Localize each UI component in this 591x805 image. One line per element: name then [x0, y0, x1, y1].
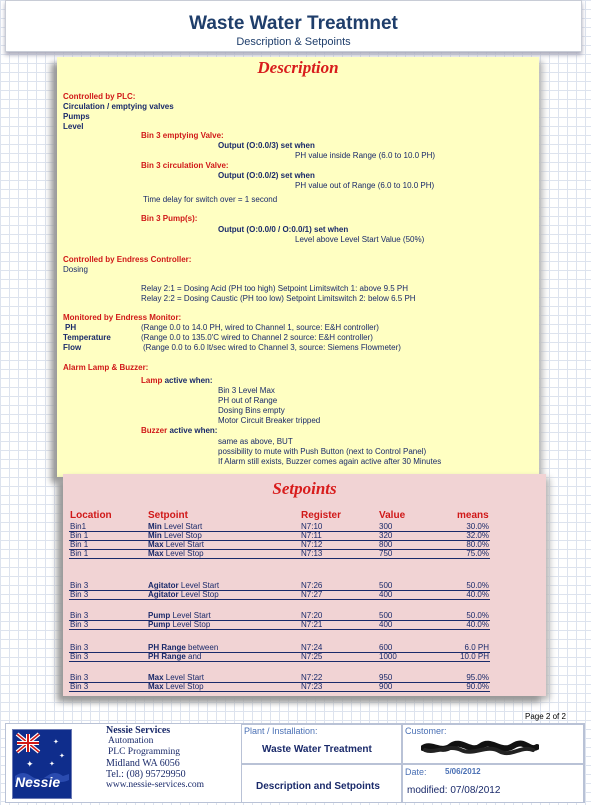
row-setpoint	[148, 522, 202, 531]
col-setpoint: Setpoint	[148, 510, 188, 521]
description-panel	[57, 57, 539, 477]
endress-heading: Controlled by Endress Controller:	[63, 255, 192, 264]
bin3-empty-valve-heading: Bin 3 emptying Valve:	[141, 131, 224, 140]
row-register: N7:25	[301, 652, 323, 661]
monitor-name: Flow	[63, 343, 82, 352]
row-setpoint-keyword: Agitator	[148, 590, 179, 599]
col-location: Location	[70, 510, 112, 521]
row-location: Bin1	[70, 522, 87, 531]
row-means: 40.0%	[466, 620, 489, 629]
row-value: 500	[379, 581, 393, 590]
row-setpoint	[148, 540, 204, 549]
row-means: 75.0%	[466, 549, 489, 558]
pump-condition: Level above Level Start Value (50%)	[295, 235, 425, 244]
row-setpoint-keyword: PH Range	[148, 643, 186, 652]
lamp-label: Lamp	[141, 376, 163, 385]
row-location: Bin 3	[70, 620, 89, 629]
company-info	[106, 725, 204, 791]
doc-title: Description and Setpoints	[256, 781, 380, 792]
row-setpoint-text: Level Stop	[178, 590, 219, 599]
row-means: 10.0 PH	[460, 652, 489, 661]
lamp-item: PH out of Range	[218, 396, 278, 405]
relay1-text: Relay 2:1 = Dosing Acid (PH too high) Setpoint Limitswitch 1: above 9.5 PH	[141, 284, 409, 293]
row-location: Bin 1	[70, 540, 89, 549]
plc-heading: Controlled by PLC:	[63, 92, 136, 101]
circ-condition: PH value out of Range (6.0 to 10.0 PH)	[295, 181, 435, 190]
row-value: 750	[379, 549, 393, 558]
nessie-logo	[12, 729, 72, 799]
row-setpoint-keyword: Max	[148, 549, 164, 558]
setpoints-panel	[63, 474, 546, 696]
company-website[interactable]: www.nessie-services.com	[106, 780, 205, 790]
row-value: 400	[379, 590, 393, 599]
setpoints-title: Setpoints	[272, 479, 337, 498]
row-setpoint-text: Level Start	[178, 581, 220, 590]
row-setpoint	[148, 590, 219, 599]
row-means: 90.0%	[466, 682, 489, 691]
row-means: 80.0%	[466, 540, 489, 549]
row-value: 900	[379, 682, 393, 691]
row-underline	[69, 599, 490, 600]
row-setpoint-keyword: Max	[148, 673, 164, 682]
row-setpoint-text: Level Start	[161, 522, 203, 531]
buzzer-item: possibility to mute with Push Button (next to Control Panel)	[218, 447, 427, 456]
bin3-pumps-heading: Bin 3 Pump(s):	[141, 214, 198, 223]
plant-value: Waste Water Treatment	[262, 744, 372, 755]
row-underline	[69, 691, 490, 692]
row-location: Bin 3	[70, 682, 89, 691]
row-value: 300	[379, 522, 393, 531]
row-means: 30.0%	[466, 522, 489, 531]
row-means: 50.0%	[466, 611, 489, 620]
row-setpoint-text: Level Start	[163, 540, 205, 549]
row-register: N7:20	[301, 611, 323, 620]
company-name: Nessie Services	[106, 725, 171, 736]
row-setpoint-keyword: PH Range	[148, 652, 186, 661]
page-number: Page 2 of 2	[525, 712, 566, 721]
setpoint-row	[63, 620, 546, 630]
pump-output: Output (O:0.0/0 / O:0.0/1) set when	[218, 225, 349, 234]
monitor-text: (Range 0.0 to 6.0 lt/sec wired to Channel 3, source: Siemens Flowmeter)	[143, 343, 401, 352]
row-setpoint-text: Level Stop	[170, 620, 211, 629]
row-register: N7:21	[301, 620, 323, 629]
monitor-name: PH	[65, 323, 77, 332]
plc-item: Circulation / emptying valves	[63, 102, 174, 111]
monitor-name: Temperature	[63, 333, 111, 342]
row-register: N7:22	[301, 673, 323, 682]
row-setpoint	[148, 682, 204, 691]
page-header	[5, 0, 582, 52]
col-register: Register	[301, 510, 342, 521]
row-value: 600	[379, 643, 393, 652]
company-line: PLC Programming	[108, 747, 181, 757]
row-setpoint-keyword: Pump	[148, 611, 171, 620]
row-register: N7:27	[301, 590, 323, 599]
buzzer-label: Buzzer	[141, 426, 168, 435]
row-means: 50.0%	[466, 581, 489, 590]
plant-cell	[241, 724, 402, 764]
monitor-text: (Range 0.0 to 135.0'C wired to Channel 2 source: E&H controller)	[141, 333, 373, 342]
row-register: N7:11	[301, 531, 322, 540]
row-setpoint	[148, 581, 219, 590]
dosing-text: Dosing	[63, 265, 88, 274]
lamp-item: Motor Circuit Breaker tripped	[218, 416, 321, 425]
plant-label: Plant / Installation:	[244, 726, 318, 736]
plc-item: Level	[63, 122, 84, 131]
customer-cell	[402, 724, 584, 764]
row-means: 32.0%	[466, 531, 489, 540]
row-register: N7:10	[301, 522, 323, 531]
page-title: Waste Water Treatmnet	[189, 13, 398, 34]
row-setpoint-keyword: Pump	[148, 620, 171, 629]
row-setpoint-keyword: Max	[148, 682, 164, 691]
row-setpoint	[148, 620, 210, 629]
row-setpoint-text: between	[185, 643, 219, 652]
row-value: 500	[379, 611, 393, 620]
row-location: Bin 3	[70, 652, 89, 661]
date-cell	[402, 764, 584, 803]
row-setpoint-keyword: Min	[148, 522, 162, 531]
col-means: means	[457, 510, 489, 521]
bin3-circ-valve-heading: Bin 3 circulation Valve:	[141, 161, 229, 170]
description-title: Description	[257, 58, 339, 77]
svg-text:✦: ✦	[49, 760, 55, 768]
alarm-heading: Alarm Lamp & Buzzer:	[63, 363, 149, 372]
row-setpoint-keyword: Min	[148, 531, 162, 540]
footer	[5, 723, 585, 803]
row-value: 950	[379, 673, 393, 682]
row-setpoint-text: Level Start	[163, 673, 205, 682]
time-delay: Time delay for switch over = 1 second	[143, 195, 278, 204]
doc-title-cell	[241, 764, 402, 803]
empty-condition: PH value inside Range (6.0 to 10.0 PH)	[295, 151, 436, 160]
monitor-text: (Range 0.0 to 14.0 PH, wired to Channel 1, source: E&H controller)	[141, 323, 379, 332]
empty-output: Output (O:0.0/3) set when	[218, 141, 315, 150]
row-setpoint-keyword: Max	[148, 540, 164, 549]
setpoint-row	[63, 682, 546, 692]
company-phone: Tel.: (08) 95729950	[106, 769, 186, 780]
svg-text:✦: ✦	[53, 738, 59, 746]
row-value: 400	[379, 620, 393, 629]
row-location: Bin 3	[70, 590, 89, 599]
row-setpoint	[148, 652, 201, 661]
page-subtitle: Description & Setpoints	[236, 36, 351, 48]
row-location: Bin 1	[70, 549, 89, 558]
svg-text:✦: ✦	[59, 752, 65, 760]
row-underline	[69, 629, 490, 630]
row-underline	[69, 661, 490, 662]
lamp-item: Bin 3 Level Max	[218, 386, 275, 395]
row-setpoint	[148, 549, 204, 558]
buzzer-item: If Alarm still exists, Buzzer comes again active after 30 Minutes	[218, 457, 442, 466]
row-setpoint-text: and	[185, 652, 202, 661]
row-register: N7:26	[301, 581, 323, 590]
monitor-heading: Monitored by Endress Monitor:	[63, 313, 182, 322]
customer-label: Customer:	[405, 726, 447, 736]
logo-text: Nessie	[15, 774, 61, 790]
modified-date: modified: 07/08/2012	[407, 785, 501, 796]
row-location: Bin 1	[70, 531, 89, 540]
row-setpoint	[148, 531, 202, 540]
row-register: N7:24	[301, 643, 323, 652]
row-means: 40.0%	[466, 590, 489, 599]
date-value: 5/06/2012	[445, 767, 481, 776]
col-value: Value	[379, 510, 406, 521]
company-address: Midland WA 6056	[106, 758, 180, 769]
lamp-when: active when:	[162, 376, 213, 385]
redacted-scribble-icon	[421, 740, 539, 756]
setpoint-row	[63, 590, 546, 600]
company-line: Automation	[108, 736, 154, 746]
row-setpoint	[148, 611, 211, 620]
row-setpoint-text: Level Stop	[163, 682, 204, 691]
setpoint-row	[63, 652, 546, 662]
row-setpoint-keyword: Agitator	[148, 581, 179, 590]
row-setpoint	[148, 673, 204, 682]
row-value: 320	[379, 531, 393, 540]
row-setpoint-text: Level Start	[170, 611, 211, 620]
row-location: Bin 3	[70, 581, 89, 590]
row-register: N7:13	[301, 549, 323, 558]
buzzer-when: active when:	[167, 426, 218, 435]
row-means: 6.0 PH	[464, 643, 489, 652]
row-location: Bin 3	[70, 611, 89, 620]
setpoint-row	[63, 549, 546, 559]
buzzer-item: same as above, BUT	[218, 437, 293, 446]
circ-output: Output (O:0.0/2) set when	[218, 171, 315, 180]
svg-text:✦: ✦	[26, 760, 34, 770]
row-means: 95.0%	[466, 673, 489, 682]
date-label: Date:	[405, 767, 427, 777]
row-value: 800	[379, 540, 393, 549]
row-location: Bin 3	[70, 673, 89, 682]
row-underline	[69, 558, 490, 559]
row-register: N7:23	[301, 682, 323, 691]
plc-item: Pumps	[63, 112, 90, 121]
row-setpoint	[148, 643, 218, 652]
row-setpoint-text: Level Stop	[163, 549, 204, 558]
row-register: N7:12	[301, 540, 323, 549]
row-value: 1000	[379, 652, 397, 661]
row-location: Bin 3	[70, 643, 89, 652]
relay2-text: Relay 2:2 = Dosing Caustic (PH too low) Setpoint Limitswitch 2: below 6.5 PH	[141, 294, 416, 303]
lamp-item: Dosing Bins empty	[218, 406, 285, 415]
row-setpoint-text: Level Stop	[161, 531, 202, 540]
